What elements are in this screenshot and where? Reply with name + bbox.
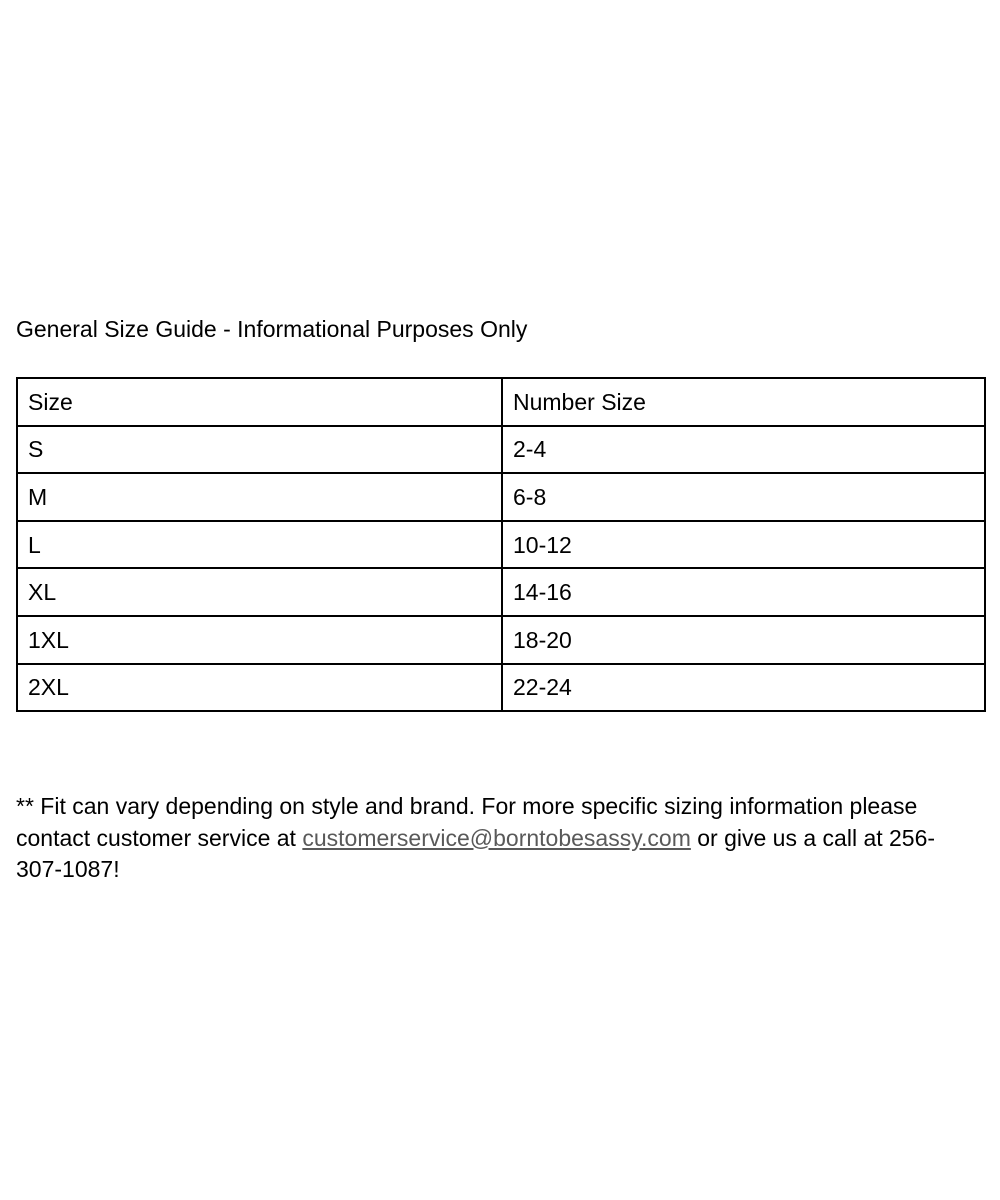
size-cell: M [17,473,502,521]
table-row [17,473,985,521]
size-guide-table [16,377,986,712]
footnote-text-before-link: ** Fit can vary depending on style and brand. For more specific sizing information please contact customer service at [16,793,918,851]
table-row [17,568,985,616]
table-header-row [17,378,985,426]
table-row [17,664,985,712]
table-row [17,616,985,664]
number-size-cell: 10-12 [502,521,985,569]
page-title: General Size Guide - Informational Purposes Only [16,316,528,342]
size-cell: L [17,521,502,569]
number-size-cell: 6-8 [502,473,985,521]
header-cell-number-size: Number Size [502,378,985,426]
footnote-text-after-link: or give us a call at 256-307-1087! [16,824,936,882]
number-size-cell: 2-4 [502,426,985,474]
table-row [17,426,985,474]
number-size-cell: 22-24 [502,664,985,712]
size-cell: S [17,426,502,474]
header-cell-size: Size [17,378,502,426]
table-row [17,521,985,569]
size-cell: 1XL [17,616,502,664]
customer-service-email-link[interactable]: customerservice@borntobesassy.com [302,824,691,851]
number-size-cell: 18-20 [502,616,985,664]
size-cell: XL [17,568,502,616]
number-size-cell: 14-16 [502,568,985,616]
footnote [16,791,976,886]
size-cell: 2XL [17,664,502,712]
